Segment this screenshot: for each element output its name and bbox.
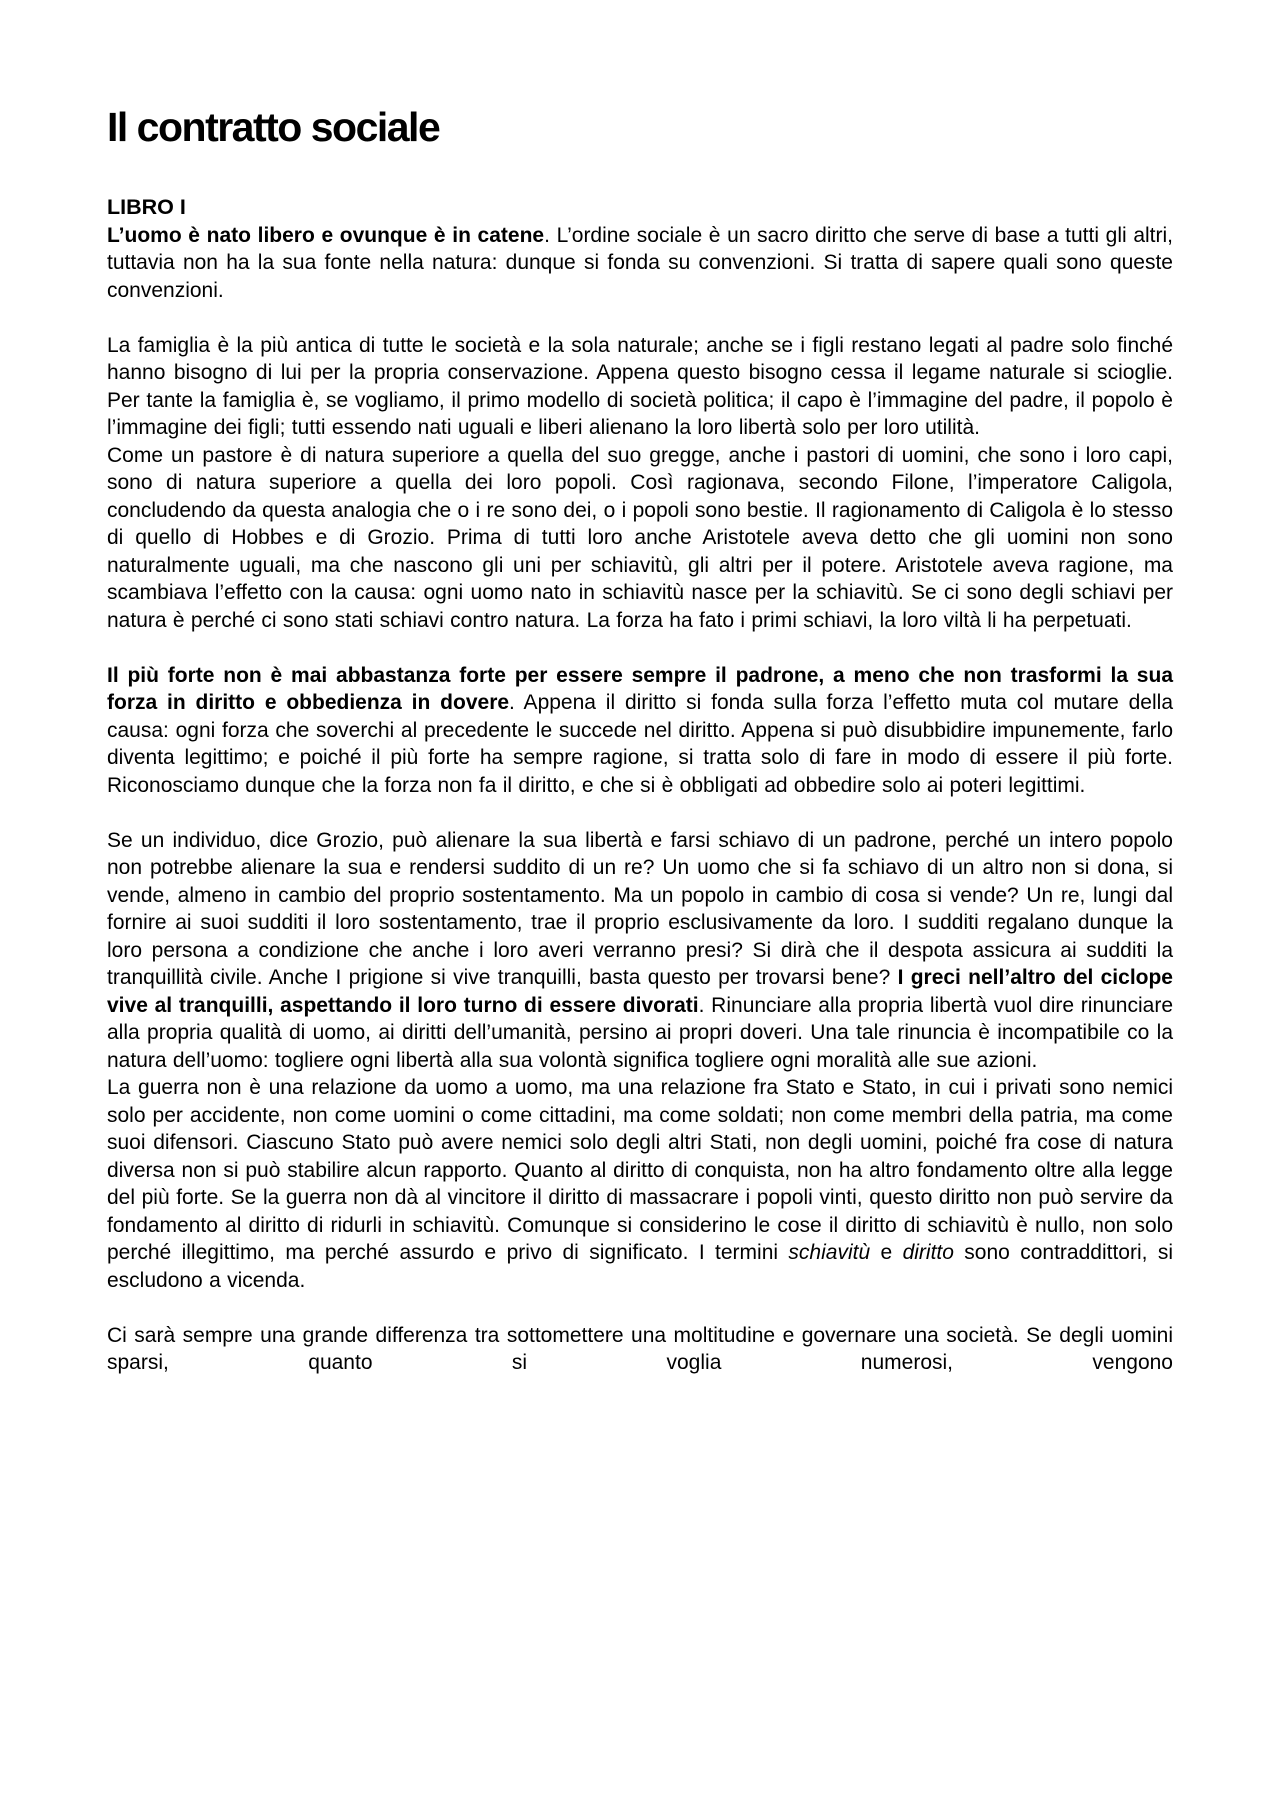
paragraph: [107, 1074, 1173, 1294]
paragraph: [107, 662, 1173, 800]
paragraph: [107, 827, 1173, 1075]
text-run: . L’ordine sociale è un sacro diritto che serve di base a tutti gli altri, tuttavia non ha la sua fonte nella natura: dunque si fonda su convenzioni. Si tratta di sapere quali sono queste convenzioni.: [107, 223, 1173, 302]
text-run: Come un pastore è di natura superiore a quella del suo gregge, anche i pastori di uomini, che sono i loro capi, sono di natura superiore a quella dei loro popoli. Così ragionava, secondo Filone, l’imperatore Caligola, concludendo da questa analogia che o i re sono dei, o i popoli sono bestie. Il ragionamento di Caligola è lo stesso di quello di Hobbes e di Grozio. Prima di tutti loro anche Aristotele aveva detto che gli uomini non sono naturalmente uguali, ma che nascono gli uni per schiavitù, gli altri per il potere. Aristotele aveva ragione, ma scambiava l’effetto con la causa: ogni uomo nato in schiavitù nasce per la schiavitù. Se ci sono degli schiavi per natura è perché ci sono stati schiavi contro natura. La forza ha fato i primi schiavi, la loro viltà li ha perpetuati.: [107, 443, 1173, 632]
text-run: Se un individuo, dice Grozio, può alienare la sua libertà e farsi schiavo di un padrone, perché un intero popolo non potrebbe alienare la sua e rendersi suddito di un re? Un uomo che si fa schiavo di un altro non si dona, si vende, almeno in cambio del proprio sostentamento. Ma un popolo in cambio di cosa si vende? Un re, lungi dal fornire ai suoi sudditi il loro sostentamento, trae il proprio esclusivamente da loro. I sudditi regalano dunque la loro persona a condizione che anche i loro averi verranno presi? Si dirà che il despota assicura ai sudditi la tranquillità civile. Anche I prigione si vive tranquilli, basta questo per trovarsi bene?: [107, 828, 1173, 989]
text-run: e: [870, 1241, 903, 1264]
paragraph-spacer: [107, 799, 1173, 827]
text-run: . Rinunciare alla propria libertà vuol dire rinunciare alla propria qualità di uomo, ai diritti dell’umanità, persino ai propri doveri. Una tale rinuncia è incompatibile co la natura dell’uomo: togliere ogni libertà alla sua volontà significa togliere ogni moralità alle sue azioni.: [107, 993, 1174, 1072]
document-body: [107, 222, 1173, 1377]
italic-text-run: schiavitù: [788, 1241, 871, 1264]
italic-text-run: diritto: [902, 1241, 954, 1264]
bold-text-run: Il più forte non è mai abbastanza forte per essere sempre il padrone, a meno che non trasformi la sua forza in diritto e obbedienza in dovere: [107, 663, 1173, 714]
text-run: La famiglia è la più antica di tutte le società e la sola naturale; anche se i figli restano legati al padre solo finché hanno bisogno di lui per la propria conservazione. Appena questo bisogno cessa il legame naturale si scioglie. Per tante la famiglia è, se vogliamo, il primo modello di società politica; il capo è l’immagine del padre, il popolo è l’immagine dei figli; tutti essendo nati uguali e liberi alienano la loro libertà solo per loro utilità.: [107, 333, 1173, 439]
paragraph: [107, 442, 1173, 635]
text-run: Ci sarà sempre una grande differenza tra sottomettere una moltitudine e governare una società. Se degli uomini sparsi, quanto si voglia numerosi, vengono: [107, 1323, 1173, 1374]
text-run: sono contraddittori, si escludono a vicenda.: [107, 1241, 1173, 1292]
bold-text-run: L’uomo è nato libero e ovunque è in catene: [107, 223, 545, 247]
paragraph: [107, 222, 1173, 305]
paragraph: [107, 332, 1173, 442]
paragraph: [107, 1322, 1173, 1377]
book-heading: LIBRO I: [107, 195, 186, 219]
text-run: . Appena il diritto si fonda sulla forza l’effetto muta col mutare della causa: ogni forza che soverchi al precedente le succede nel diritto. Appena si può disubbidire impunemente, farlo diventa legittimo; e poiché il più forte ha sempre ragione, si tratta solo di fare in modo di essere il più forte. Riconosciamo dunque che la forza non fa il diritto, e che si è obbligati ad obbedire solo ai poteri legittimi.: [107, 691, 1173, 797]
text-run: La guerra non è una relazione da uomo a uomo, ma una relazione fra Stato e Stato, in cui i privati sono nemici solo per accidente, non come uomini o come cittadini, ma come soldati; non come membri della patria, ma come suoi difensori. Ciascuno Stato può avere nemici solo degli altri Stati, non degli uomini, poiché fra cose di natura diversa non si può stabilire alcun rapporto. Quanto al diritto di conquista, non ha altro fondamento oltre alla legge del più forte. Se la guerra non dà al vincitore il diritto di massacrare i popoli vinti, questo diritto non può servire da fondamento al diritto di ridurli in schiavitù. Comunque si considerino le cose il diritto di schiavitù è nullo, non solo perché illegittimo, ma perché assurdo e privo di significato. I termini: [107, 1076, 1173, 1264]
document-title: Il contratto sociale: [107, 104, 440, 150]
paragraph-spacer: [107, 304, 1173, 332]
bold-text-run: I greci nell’altro del ciclope vive al tranquilli, aspettando il loro turno di essere divorati: [107, 966, 1173, 1017]
paragraph-spacer: [107, 634, 1173, 662]
paragraph-spacer: [107, 1294, 1173, 1322]
